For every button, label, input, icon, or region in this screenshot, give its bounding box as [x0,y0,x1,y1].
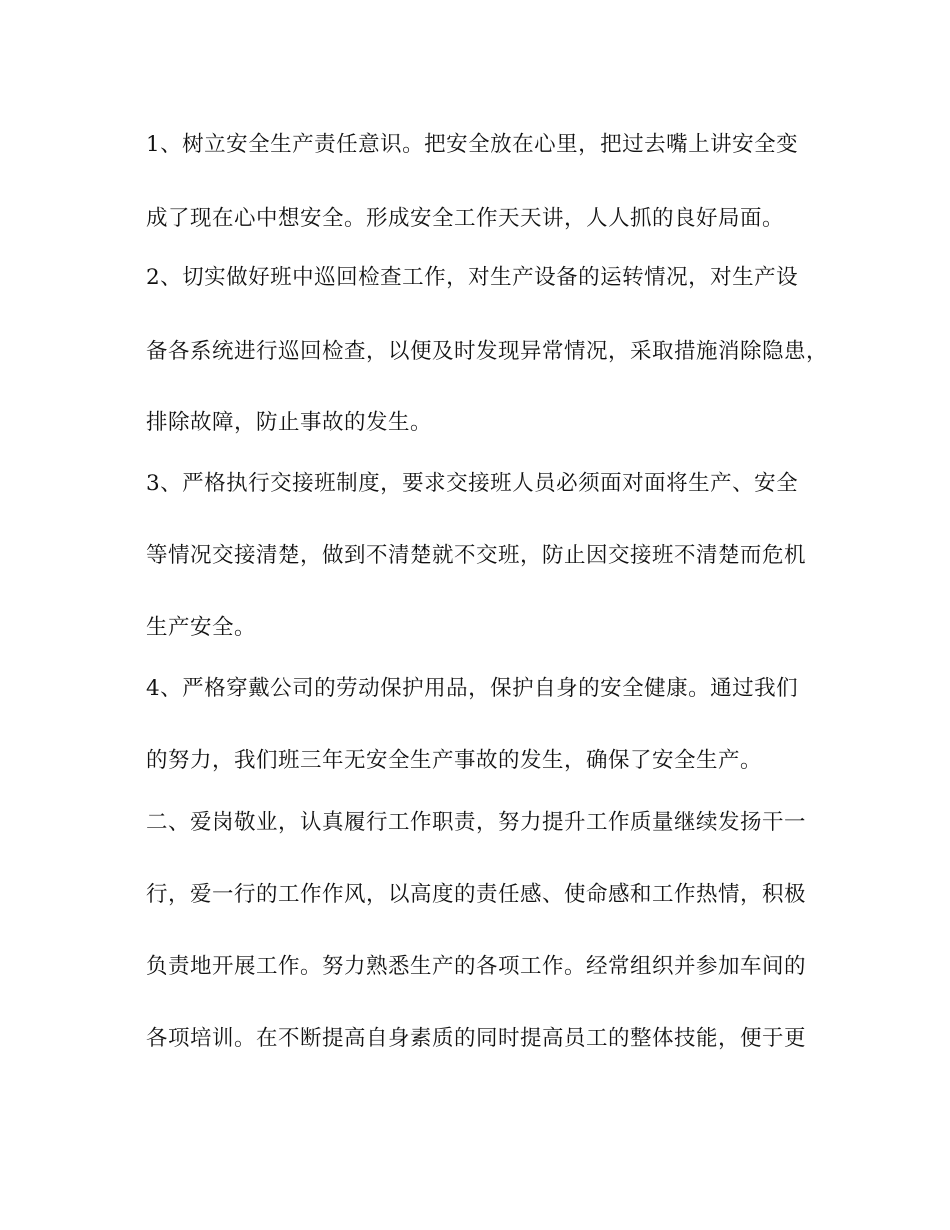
text-line: 行，爱一行的工作作风，以高度的责任感、使命感和工作热情，积极 [146,882,807,907]
text-line: 排除故障，防止事故的发生。 [146,410,433,435]
text-line: 二、爱岗敬业，认真履行工作职责，努力提升工作质量继续发扬干一 [146,810,807,835]
text-line: 各项培训。在不断提高自身素质的同时提高员工的整体技能，便于更 [146,1026,807,1051]
text-line: 成了现在心中想安全。形成安全工作天天讲，人人抓的良好局面。 [146,206,785,231]
text-line: 的努力，我们班三年无安全生产事故的发生，确保了安全生产。 [146,748,763,773]
text-line: 等情况交接清楚，做到不清楚就不交班，防止因交接班不清楚而危机 [146,543,807,568]
text-line: 1、树立安全生产责任意识。把安全放在心里，把过去嘴上讲安全变 [146,132,799,157]
text-line: 负责地开展工作。努力熟悉生产的各项工作。经常组织并参加车间的 [146,954,807,979]
text-line: 4、严格穿戴公司的劳动保护用品，保护自身的安全健康。通过我们 [146,676,799,701]
text-line: 2、切实做好班中巡回检查工作，对生产设备的运转情况，对生产设 [146,265,799,290]
text-line: 3、严格执行交接班制度，要求交接班人员必须面对面将生产、安全 [146,471,799,496]
text-line: 生产安全。 [146,615,257,640]
text-line: 备各系统进行巡回检查，以便及时发现异常情况，采取措施消除隐患， [146,339,829,364]
